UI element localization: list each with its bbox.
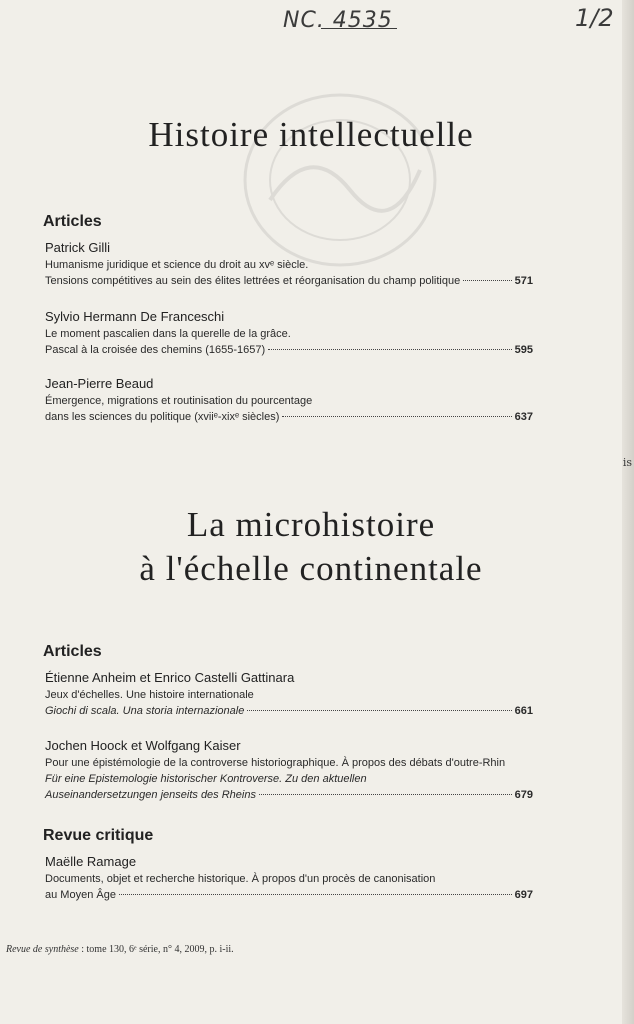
articles-heading: Articles	[43, 213, 102, 230]
entry-title-line: Émergence, migrations et routinisation du pourcentage	[45, 395, 313, 407]
dot-leader	[463, 280, 511, 281]
entry-title-line: Pour une épistémologie de la controverse historiographique. À propos des débats d'outre-Rhin	[45, 757, 506, 769]
dot-leader	[259, 794, 512, 795]
page-number: 679	[514, 789, 533, 801]
toc-entry[interactable]	[45, 308, 533, 358]
entry-last-line	[45, 409, 533, 425]
entry-author: Patrick Gilli	[45, 240, 111, 255]
toc-entry[interactable]	[45, 375, 533, 425]
entry-title-line: au Moyen Âge	[45, 889, 116, 901]
page-number: 571	[514, 275, 533, 287]
entry-last-line	[45, 342, 533, 358]
entry-title-line: Tensions compétitives au sein des élites lettrées et réorganisation du champ politique	[45, 275, 461, 287]
toc-entry[interactable]	[45, 239, 533, 289]
toc-entry[interactable]	[45, 669, 533, 719]
journal-footer	[6, 944, 234, 955]
issue-details: : tome 130, 6ᵉ série, n° 4, 2009, p. i-ii.	[78, 944, 234, 955]
adjacent-page-fragment: is	[622, 456, 632, 469]
section-title-histoire-intellectuelle: Histoire intellectuelle	[148, 115, 474, 154]
dot-leader	[247, 710, 511, 711]
page-number: 595	[514, 344, 533, 356]
entry-title-line: Pascal à la croisée des chemins (1655-1657)	[45, 344, 266, 356]
entry-author: Maëlle Ramage	[45, 854, 137, 869]
revue-critique-heading: Revue critique	[43, 827, 154, 844]
entry-last-line	[45, 273, 533, 289]
entry-title-line: Giochi di scala. Una storia internazionale	[45, 705, 245, 717]
dot-leader	[282, 416, 511, 417]
entry-title-line: dans les sciences du politique (xviiᵉ-xixᵉ siècles)	[45, 411, 280, 423]
page-edge	[622, 0, 634, 1024]
entry-title-line: Le moment pascalien dans la querelle de la grâce.	[45, 328, 291, 340]
entry-author: Jochen Hoock et Wolfgang Kaiser	[45, 738, 241, 753]
entry-title-line: Documents, objet et recherche historique. À propos d'un procès de canonisation	[45, 873, 436, 885]
entry-last-line	[45, 787, 533, 803]
entry-title-line: Jeux d'échelles. Une histoire internationale	[45, 689, 254, 701]
page-number: 637	[514, 411, 533, 423]
articles-heading: Articles	[43, 643, 102, 660]
handwritten-reference: NC. 4535	[283, 8, 393, 33]
section-title-microhistoire: La microhistoire à l'échelle continentale	[139, 505, 483, 588]
entry-title-line: Humanisme juridique et science du droit au xvᵉ siècle.	[45, 259, 309, 271]
dot-leader	[268, 349, 512, 350]
journal-name: Revue de synthèse	[6, 944, 79, 955]
entry-last-line	[45, 703, 533, 719]
entry-last-line	[45, 887, 533, 903]
page-number: 697	[514, 889, 533, 901]
toc-entry[interactable]	[45, 737, 533, 803]
toc-entry[interactable]	[45, 853, 533, 903]
entry-author: Sylvio Hermann De Franceschi	[45, 309, 225, 324]
handwritten-page-marker: 1/2	[575, 4, 614, 32]
entry-author: Jean-Pierre Beaud	[45, 376, 154, 391]
page-number: 661	[514, 705, 533, 717]
dot-leader	[119, 894, 512, 895]
entry-title-line: Für eine Epistemologie historischer Kontroverse. Zu den aktuellen	[45, 773, 367, 785]
entry-author: Étienne Anheim et Enrico Castelli Gattinara	[45, 670, 295, 685]
entry-title-line: Auseinandersetzungen jenseits des Rheins	[45, 789, 256, 801]
